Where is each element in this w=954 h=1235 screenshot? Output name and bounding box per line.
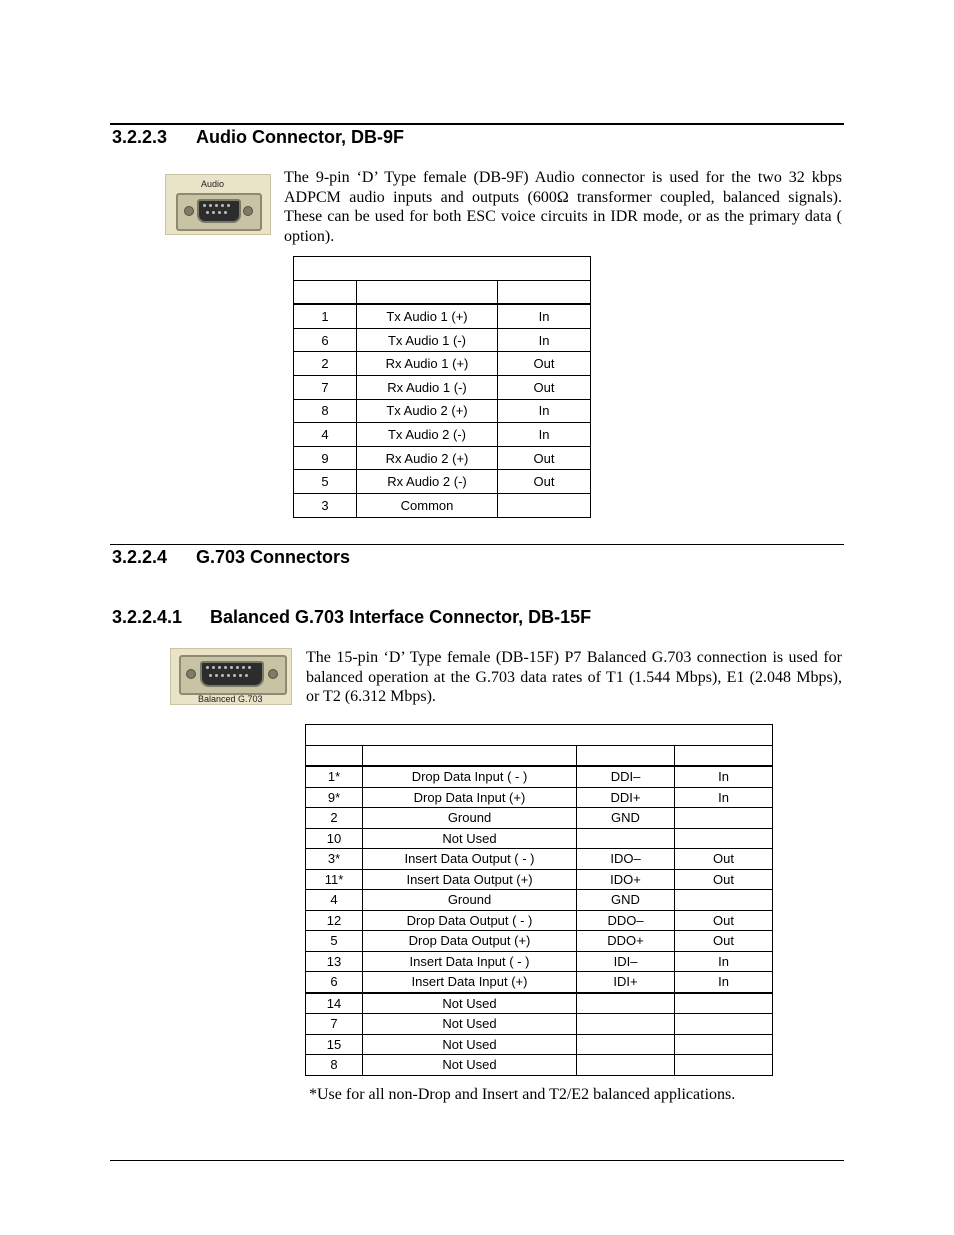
pin-cell: 2 bbox=[294, 352, 357, 376]
signal-cell: Insert Data Output ( - ) bbox=[363, 849, 577, 870]
signal-cell: Tx Audio 2 (-) bbox=[357, 423, 498, 447]
direction-cell: Out bbox=[498, 375, 591, 399]
signal-cell: Tx Audio 1 (-) bbox=[357, 328, 498, 352]
header-signal bbox=[363, 745, 577, 766]
signal-cell: Drop Data Output ( - ) bbox=[363, 910, 577, 931]
header-pin bbox=[306, 745, 363, 766]
signal-cell: Tx Audio 1 (+) bbox=[357, 304, 498, 328]
signal-cell: Drop Data Input ( - ) bbox=[363, 766, 577, 787]
db15-pins-row1 bbox=[206, 666, 251, 669]
table-row bbox=[306, 890, 773, 911]
connector-screw-left bbox=[184, 206, 194, 216]
signal-cell: Not Used bbox=[363, 828, 577, 849]
name-cell bbox=[577, 1055, 675, 1076]
direction-cell: In bbox=[498, 304, 591, 328]
direction-cell: In bbox=[675, 951, 773, 972]
signal-cell: Tx Audio 2 (+) bbox=[357, 399, 498, 423]
table-row bbox=[294, 446, 591, 470]
connector-screw-right bbox=[243, 206, 253, 216]
signal-cell: Rx Audio 2 (+) bbox=[357, 446, 498, 470]
direction-cell: In bbox=[498, 399, 591, 423]
direction-cell: Out bbox=[675, 910, 773, 931]
signal-cell: Drop Data Input (+) bbox=[363, 787, 577, 808]
db15-pins-row2 bbox=[209, 674, 248, 677]
pin-cell: 6 bbox=[294, 328, 357, 352]
table-row bbox=[294, 304, 591, 328]
header-signal bbox=[357, 280, 498, 304]
pin-cell: 3* bbox=[306, 849, 363, 870]
pin-cell: 9 bbox=[294, 446, 357, 470]
direction-cell bbox=[498, 493, 591, 517]
pin-cell: 1* bbox=[306, 766, 363, 787]
direction-cell: In bbox=[675, 766, 773, 787]
db9-pins-row1 bbox=[203, 204, 230, 207]
table-footnote: *Use for all non-Drop and Insert and T2/E2 balanced applications. bbox=[309, 1086, 736, 1103]
signal-cell: Common bbox=[357, 493, 498, 517]
table-title bbox=[306, 725, 773, 746]
table-row bbox=[306, 951, 773, 972]
heading-audio-connector bbox=[112, 127, 404, 148]
section-rule-middle bbox=[110, 544, 844, 545]
name-cell bbox=[577, 1014, 675, 1035]
table-row bbox=[306, 993, 773, 1014]
table-row bbox=[294, 352, 591, 376]
name-cell: IDO– bbox=[577, 849, 675, 870]
photo-label: Audio bbox=[201, 179, 225, 189]
header-direction bbox=[675, 745, 773, 766]
table-header-row bbox=[306, 745, 773, 766]
table-row bbox=[306, 910, 773, 931]
heading-title: G.703 Connectors bbox=[196, 547, 351, 567]
pin-cell: 8 bbox=[306, 1055, 363, 1076]
table-row bbox=[294, 375, 591, 399]
table-row bbox=[306, 787, 773, 808]
header-direction bbox=[498, 280, 591, 304]
heading-number: 3.2.2.3 bbox=[112, 127, 168, 147]
pin-cell: 12 bbox=[306, 910, 363, 931]
audio-description: The 9-pin ‘D’ Type female (DB-9F) Audio connector is used for the two 32 kbps ADPCM audio inputs and outputs (600Ω transformer coupled, balanced signals). These can be used for both ESC voice circuits in IDR mode, or as the primary data ( option). bbox=[284, 169, 842, 245]
pin-cell: 15 bbox=[306, 1034, 363, 1055]
name-cell bbox=[577, 828, 675, 849]
table-row bbox=[294, 328, 591, 352]
audio-connector-photo bbox=[165, 174, 271, 235]
name-cell: IDI– bbox=[577, 951, 675, 972]
pin-cell: 5 bbox=[294, 470, 357, 494]
table-row bbox=[294, 493, 591, 517]
signal-cell: Rx Audio 1 (+) bbox=[357, 352, 498, 376]
direction-cell: In bbox=[498, 423, 591, 447]
direction-cell bbox=[675, 1055, 773, 1076]
table-title bbox=[294, 257, 591, 281]
header-name bbox=[577, 745, 675, 766]
table-row bbox=[306, 849, 773, 870]
table-row bbox=[306, 766, 773, 787]
table-row bbox=[306, 972, 773, 993]
direction-cell bbox=[675, 808, 773, 829]
direction-cell: Out bbox=[498, 470, 591, 494]
signal-cell: Rx Audio 1 (-) bbox=[357, 375, 498, 399]
photo-label: Balanced G.703 bbox=[198, 694, 263, 704]
direction-cell: In bbox=[675, 972, 773, 993]
direction-cell bbox=[675, 993, 773, 1014]
heading-number: 3.2.2.4 bbox=[112, 547, 168, 567]
table-row bbox=[294, 423, 591, 447]
header-pin bbox=[294, 280, 357, 304]
heading-balanced-g703 bbox=[112, 607, 591, 628]
direction-cell: Out bbox=[498, 446, 591, 470]
direction-cell: Out bbox=[498, 352, 591, 376]
signal-cell: Rx Audio 2 (-) bbox=[357, 470, 498, 494]
pin-cell: 2 bbox=[306, 808, 363, 829]
connector-screw-right bbox=[268, 669, 278, 679]
signal-cell: Not Used bbox=[363, 993, 577, 1014]
direction-cell: In bbox=[498, 328, 591, 352]
signal-cell: Insert Data Output (+) bbox=[363, 869, 577, 890]
table-row bbox=[306, 1034, 773, 1055]
name-cell: DDI– bbox=[577, 766, 675, 787]
page-footer-rule bbox=[110, 1160, 844, 1161]
pin-cell: 10 bbox=[306, 828, 363, 849]
heading-title: Audio Connector, DB-9F bbox=[196, 127, 404, 147]
pin-cell: 6 bbox=[306, 972, 363, 993]
audio-pinout-table bbox=[293, 256, 591, 518]
balanced-g703-pinout-table bbox=[305, 724, 773, 1076]
direction-cell: In bbox=[675, 787, 773, 808]
name-cell: DDO– bbox=[577, 910, 675, 931]
table-row bbox=[306, 869, 773, 890]
section-rule-top bbox=[110, 123, 844, 125]
pin-cell: 4 bbox=[294, 423, 357, 447]
table-title-row bbox=[294, 257, 591, 281]
balanced-description: The 15-pin ‘D’ Type female (DB-15F) P7 Balanced G.703 connection is used for balanced operation at the G.703 data rates of T1 (1.544 Mbps), E1 (2.048 Mbps), or T2 (6.312 Mbps). bbox=[306, 649, 842, 706]
pin-cell: 7 bbox=[294, 375, 357, 399]
pin-cell: 8 bbox=[294, 399, 357, 423]
direction-cell: Out bbox=[675, 931, 773, 952]
pin-cell: 4 bbox=[306, 890, 363, 911]
balanced-g703-connector-photo bbox=[170, 648, 292, 705]
heading-g703-connectors bbox=[112, 547, 350, 568]
signal-cell: Not Used bbox=[363, 1034, 577, 1055]
direction-cell bbox=[675, 828, 773, 849]
signal-cell: Insert Data Input (+) bbox=[363, 972, 577, 993]
signal-cell: Insert Data Input ( - ) bbox=[363, 951, 577, 972]
name-cell: DDO+ bbox=[577, 931, 675, 952]
signal-cell: Drop Data Output (+) bbox=[363, 931, 577, 952]
signal-cell: Ground bbox=[363, 890, 577, 911]
table-row bbox=[306, 808, 773, 829]
table-row bbox=[306, 828, 773, 849]
name-cell: IDO+ bbox=[577, 869, 675, 890]
table-row bbox=[294, 470, 591, 494]
pin-cell: 5 bbox=[306, 931, 363, 952]
connector-screw-left bbox=[186, 669, 196, 679]
name-cell bbox=[577, 1034, 675, 1055]
direction-cell: Out bbox=[675, 869, 773, 890]
db9-pins-row2 bbox=[206, 211, 227, 214]
name-cell: GND bbox=[577, 808, 675, 829]
heading-title: Balanced G.703 Interface Connector, DB-15F bbox=[210, 607, 592, 627]
direction-cell bbox=[675, 1034, 773, 1055]
pin-cell: 3 bbox=[294, 493, 357, 517]
direction-cell: Out bbox=[675, 849, 773, 870]
direction-cell bbox=[675, 1014, 773, 1035]
table-header-row bbox=[294, 280, 591, 304]
pin-cell: 1 bbox=[294, 304, 357, 328]
table-row bbox=[294, 399, 591, 423]
direction-cell bbox=[675, 890, 773, 911]
table-row bbox=[306, 931, 773, 952]
pin-cell: 11* bbox=[306, 869, 363, 890]
heading-number: 3.2.2.4.1 bbox=[112, 607, 183, 627]
pin-cell: 9* bbox=[306, 787, 363, 808]
pin-cell: 13 bbox=[306, 951, 363, 972]
name-cell: DDI+ bbox=[577, 787, 675, 808]
signal-cell: Not Used bbox=[363, 1014, 577, 1035]
name-cell bbox=[577, 993, 675, 1014]
pin-cell: 7 bbox=[306, 1014, 363, 1035]
table-row bbox=[306, 1014, 773, 1035]
name-cell: IDI+ bbox=[577, 972, 675, 993]
name-cell: GND bbox=[577, 890, 675, 911]
table-row bbox=[306, 1055, 773, 1076]
pin-cell: 14 bbox=[306, 993, 363, 1014]
signal-cell: Not Used bbox=[363, 1055, 577, 1076]
signal-cell: Ground bbox=[363, 808, 577, 829]
table-title-row bbox=[306, 725, 773, 746]
